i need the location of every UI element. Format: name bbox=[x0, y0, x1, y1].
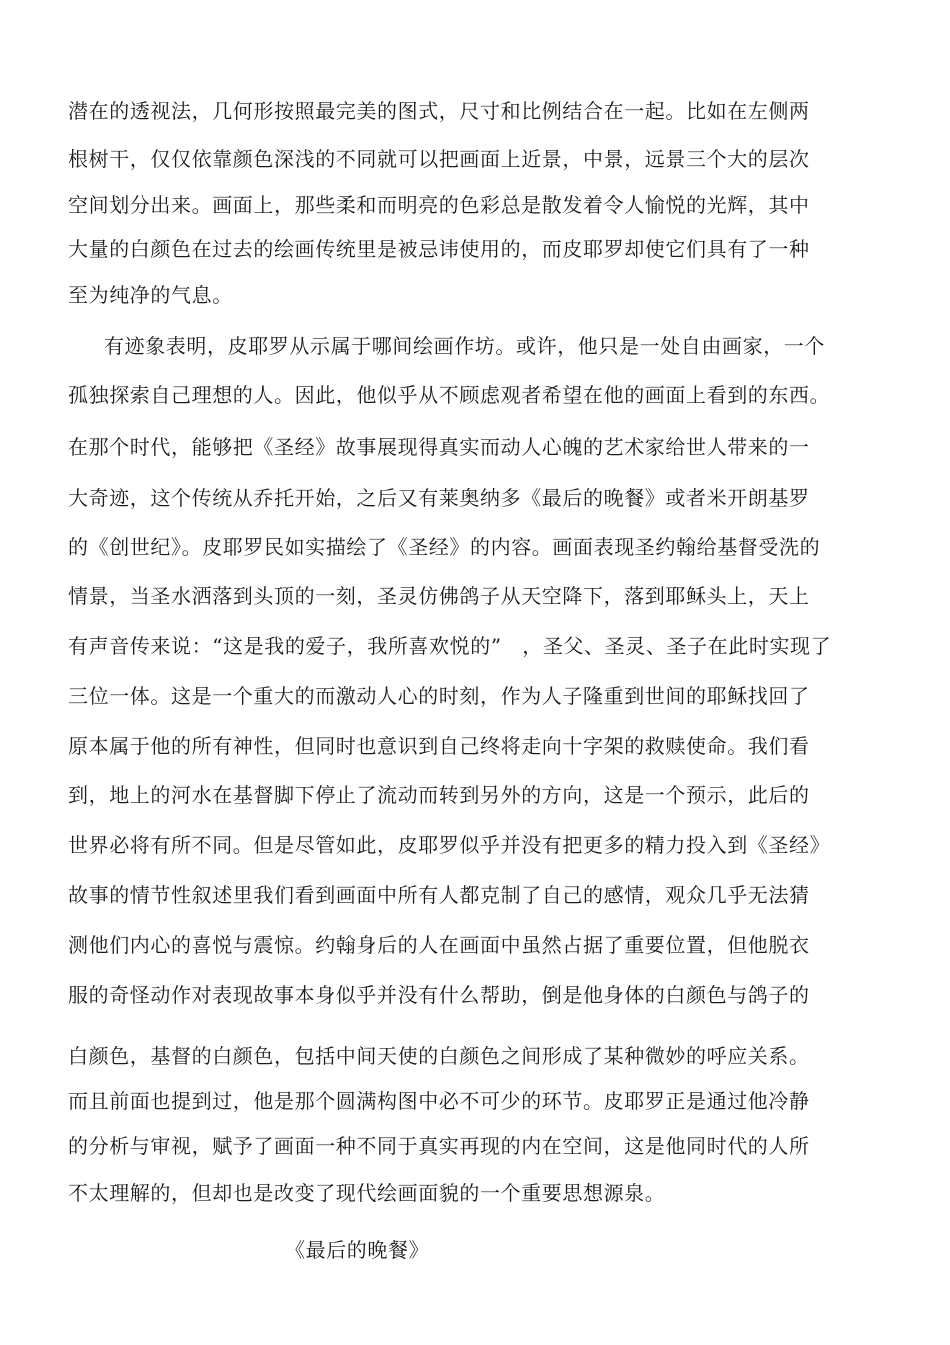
text-line: 情景，当圣水洒落到头顶的一刻，圣灵仿佛鸽子从天空降下，落到耶稣头上，天上 bbox=[68, 584, 810, 608]
text-line: 至为纯净的气息。 bbox=[68, 283, 233, 307]
text-line: 大量的白颜色在过去的绘画传统里是被忌讳使用的，而皮耶罗却使它们具有了一种 bbox=[68, 237, 810, 261]
text-line: 空间划分出来。画面上，那些柔和而明亮的色彩总是散发着令人愉悦的光辉，其中 bbox=[68, 193, 810, 217]
text-line: 服的奇怪动作对表现故事本身似乎并没有什么帮助，倒是他身体的白颜色与鸽子的 bbox=[68, 983, 810, 1007]
text-line: 到，地上的河水在基督脚下停止了流动而转到另外的方向，这是一个预示，此后的 bbox=[68, 783, 810, 807]
text-line: 不太理解的，但却也是改变了现代绘画面貌的一个重要思想源泉。 bbox=[68, 1181, 666, 1205]
text-line: 原本属于他的所有神性，但同时也意识到自己终将走向十字架的救赎使命。我们看 bbox=[68, 734, 810, 758]
text-line: 潜在的透视法，几何形按照最完美的图式，尺寸和比例结合在一起。比如在左侧两 bbox=[68, 99, 810, 123]
text-line: 大奇迹，这个传统从乔托开始，之后又有莱奥纳多《最后的晚餐》或者米开朗基罗 bbox=[68, 486, 810, 510]
text-line: 三位一体。这是一个重大的而激动人心的时刻，作为人子隆重到世间的耶稣找回了 bbox=[68, 684, 810, 708]
text-line: 根树干，仅仅依靠颜色深浅的不同就可以把画面上近景，中景，远景三个大的层次 bbox=[68, 147, 810, 171]
text-line: 有迹象表明，皮耶罗从示属于哪间绘画作坊。或许，他只是一处自由画家，一个 bbox=[104, 334, 825, 358]
text-line: 有声音传来说：“这是我的爱子，我所喜欢悦的” ，圣父、圣灵、圣子在此时实现了 bbox=[68, 634, 832, 658]
text-line: 孤独探索自己理想的人。因此，他似乎从不顾虑观者希望在他的画面上看到的东西。 bbox=[68, 383, 831, 407]
text-line: 白颜色，基督的白颜色，包括中间天使的白颜色之间形成了某种微妙的呼应关系。 bbox=[68, 1044, 810, 1068]
text-line: 的《创世纪》。皮耶罗民如实描绘了《圣经》的内容。画面表现圣约翰给基督受洗的 bbox=[68, 535, 821, 559]
text-line: 而且前面也提到过，他是那个圆满构图中必不可少的环节。皮耶罗正是通过他冷静 bbox=[68, 1089, 810, 1113]
text-line: 世界必将有所不同。但是尽管如此，皮耶罗似乎并没有把更多的精力投入到《圣经》 bbox=[68, 833, 831, 857]
text-line: 测他们内心的喜悦与震惊。约翰身后的人在画面中虽然占据了重要位置，但他脱衣 bbox=[68, 933, 810, 957]
text-line: 的分析与审视，赋予了画面一种不同于真实再现的内在空间，这是他同时代的人所 bbox=[68, 1134, 810, 1158]
figure-caption: 《最后的晚餐》 bbox=[285, 1238, 430, 1262]
text-line: 在那个时代，能够把《圣经》故事展现得真实而动人心魄的艺术家给世人带来的一 bbox=[68, 435, 810, 459]
text-line: 故事的情节性叙述里我们看到画面中所有人都克制了自己的感情，观众几乎无法猜 bbox=[68, 883, 810, 907]
